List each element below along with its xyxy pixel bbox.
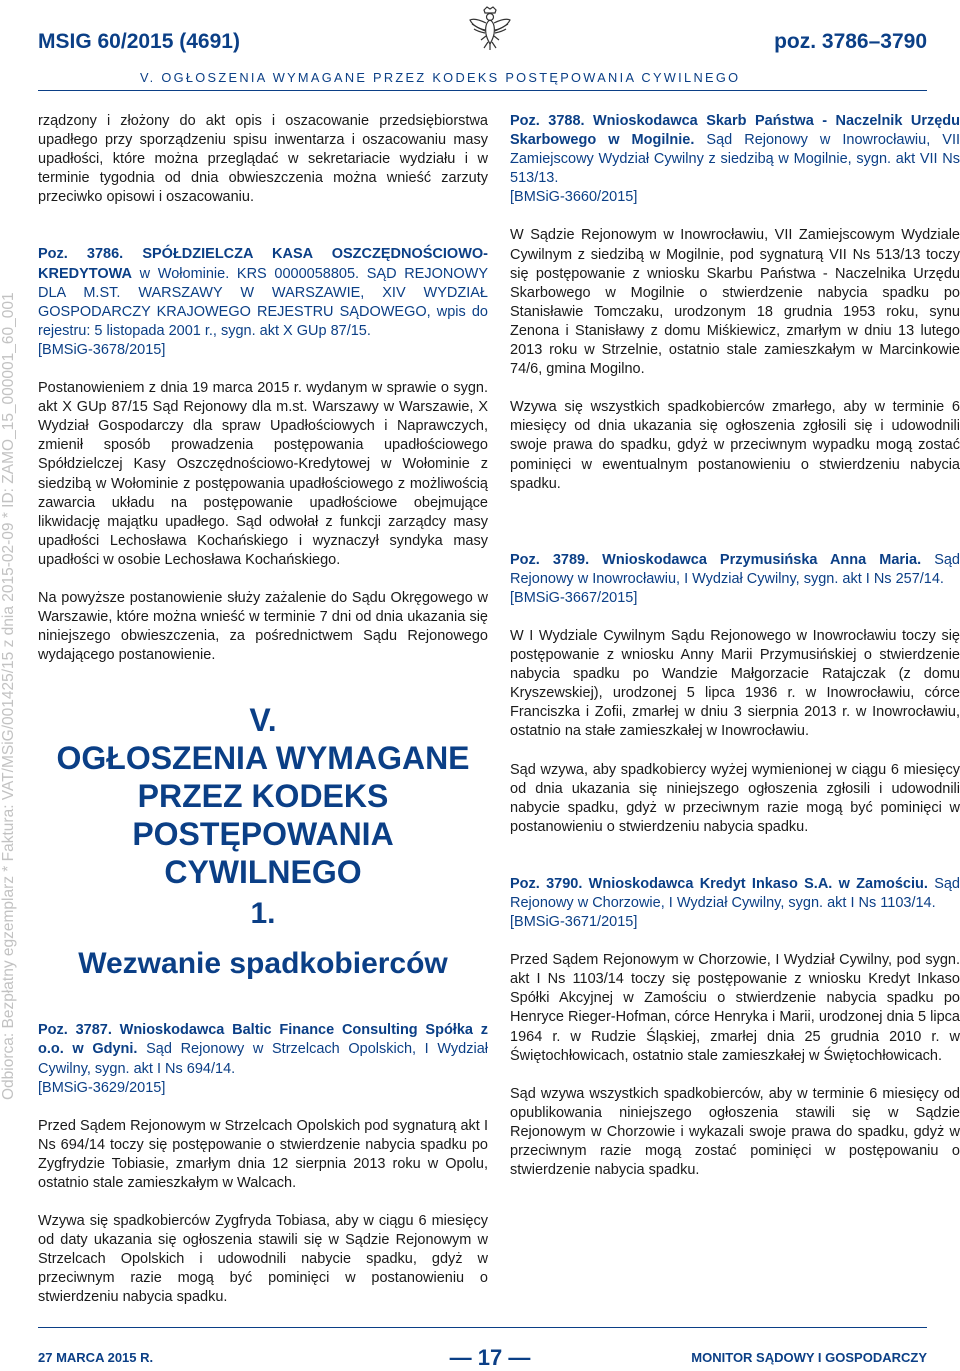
notice-title: Poz. 3788. Wnioskodawca Skarb Państwa - Naczelnik Urzędu Skarbowego w Mogilnie. [510,113,960,149]
notice-title: Poz. 3786. SPÓŁDZIELCZA KASA OSZCZĘDNOŚCIOWO-KREDYTOWA [38,246,488,282]
section-number: 1. [250,897,276,931]
notice-details: Sąd Rejonowy w Strzelcach Opolskich, I Wydział Cywilny, sygn. akt I Ns 694/14. [38,1041,488,1077]
notice-3787-heading [38,1021,488,1078]
paragraph: Przed Sądem Rejonowym w Strzelcach Opolskich pod sygnaturą akt I Ns 694/14 toczy się postępowanie o stwierdzenie nabycia spadku po Zygfrydzie Tobiasie, zmarłym dnia 12 sierpnia 2013 roku w Opolu, ostatnio stale zamieszkałym w Walcach. [38,1117,488,1191]
right-column [510,112,960,1199]
paragraph: Sąd wzywa, aby spadkobiercy wyżej wymienionej w ciągu 6 miesięcy od dnia ukazania się niniejszego ogłoszenia zgłosili i udowodnili nabycie spadku, gdyż w przeciwnym razie mogą być pominięci w postanowieniu o stwierdzeniu nabycia spadku. [510,761,960,835]
notice-details: Sąd Rejonowy w Inowrocławiu, I Wydział Cywilny, sygn. akt I Ns 257/14. [510,551,960,587]
notice-details: w Wołominie. KRS 0000058805. SĄD REJONOWY DLA M.ST. WARSZAWY W WARSZAWIE, XIV WYDZIAŁ GOSPODARCZY KRAJOWEGO REJESTRU SĄDOWEGO, wpis do rejestru: 5 listopada 2001 r., sygn. akt X GUp 87/15. [38,265,488,339]
left-column [38,112,488,1327]
footer-date: 27 MARCA 2015 R. [38,1350,154,1365]
positions-range: poz. 3786–3790 [774,30,927,53]
paragraph: rządzony i złożony do akt opis i oszacowanie przedsiębiorstwa upadłego przy sporządzeniu spisu inwentarza i oszacowaniu masy upadłości, które można przeglądać w sekretariacie wydziału i w terminie tygodnia od dnia obwieszczenia można wnieść zarzuty przeciwko opisowi i oszacowaniu. [38,113,488,206]
paragraph: Wzywa się wszystkich spadkobierców zmarłego, aby w terminie 6 miesięcy od dnia ukazania się ogłoszenia zgłosili się i udowodnili swoje prawa do spadku, gdyż w przeciwnym wypadku mogą zostać pominięci w ewentualnym postanowieniu o stwierdzeniu nabycia spadku. [510,399,960,492]
section-title: OGŁOSZENIA WYMAGANE PRZEZ KODEKS POSTĘPOWANIA CYWILNEGO [56,740,470,891]
notice-3788-heading [510,112,960,188]
notice-reference: [BMSiG-3678/2015] [38,341,166,358]
footer-rule [38,1327,927,1328]
notice-details: Sąd Rejonowy w Inowrocławiu, VII Zamiejscowy Wydział Cywilny z siedzibą w Mogilnie, sygn. akt VII Ns 513/13. [510,132,960,187]
notice-reference: [BMSiG-3660/2015] [510,189,638,206]
issue-number: MSIG 60/2015 (4691) [38,30,240,53]
section-heading [38,701,488,983]
notice-title: Poz. 3790. Wnioskodawca Kredyt Inkaso S.A. w Zamościu. [510,875,928,892]
paragraph: Na powyższe postanowienie służy zażalenie do Sądu Okręgowego w Warszawie, które można wnieść w terminie 7 dni od dnia ukazania się niniejszego obwieszczenia, za pośrednictwem Sądu Rejonowego wydającego postanowienie. [38,589,488,664]
notice-3786-heading [38,245,488,340]
side-watermark: Odbiorca: Bezpłatny egzemplarz * Faktura: VAT/MSiG/001425/15 z dnia 2015-02-09 * ID: ZAMO_15_000001_60_001 [0,292,17,1100]
section-header-line: V. OGŁOSZENIA WYMAGANE PRZEZ KODEKS POSTĘPOWANIA CYWILNEGO [140,70,741,85]
paragraph: Wzywa się spadkobierców Zygfryda Tobiasa, aby w ciągu 6 miesięcy od daty ukazania się ogłoszenia stawili się w Sądzie Rejonowym w Strzelcach Opolskich i udowodnili nabycie spadku, gdyż w przeciwnym razie mogą być pominięci w postanowieniu o stwierdzeniu nabycia spadku. [38,1213,488,1306]
paragraph: W Sądzie Rejonowym w Inowrocławiu, VII Zamiejscowym Wydziale Cywilnym z siedzibą w Mogilnie, pod sygnaturą VII Ns 513/13 toczy się postępowanie z wniosku Skarbu Państwa - Naczelnika Urzędu Skarbowego w Mogilnie o stwierdzenie nabycia spadku po Stanisławie Tomczaku, urodzonym 18 grudnia 1953 roku, synu Zenona i Stanisławy z domu Miśkiewicz, zmarłym w dniu 13 lutego 2013 roku w Strzelnie, ostatnio stale zamieszkałym w Marcinkowie 74/6, gmina Mogilno. [510,227,960,378]
paragraph: Przed Sądem Rejonowym w Chorzowie, I Wydział Cywilny, pod sygn. akt I Ns 1103/14 toczy się postępowanie z wniosku Kredyt Inkaso Spółki Akcyjnej w Zamościu o stwierdzenie nabycia spadku po Henryce Rieger-Hofman, córce Henryka i Marii, urodzonej dnia 5 lipca 1964 r. w Rudzie Śląskiej, zmarłej dnia 25 grudnia 2010 r. w Świętochłowicach, ostatnio stale zamieszkałej w Świętochłowicach. [510,952,960,1064]
notice-reference: [BMSiG-3671/2015] [510,914,638,931]
notice-details: Sąd Rejonowy w Chorzowie, I Wydział Cywilny, sygn. akt I Ns 1103/14. [510,875,960,911]
section-roman: V. [249,702,277,739]
publication-name: MONITOR SĄDOWY I GOSPODARCZY [691,1350,927,1365]
paragraph: Postanowieniem z dnia 19 marca 2015 r. wydanym w sprawie o sygn. akt X GUp 87/15 Sąd Rejonowy dla m.st. Warszawy w Warszawie, X Wydział Gospodarczy dla spraw Upadłościowych i Naprawczych, zmienił sposób prowadzenia postępowania upadłościowego Spółdzielczej Kasy Oszczędnościowo-Kredytowej w Wołominie z siedzibą w Wołominie z postępowania upadłościowego z możliwością zawarcia układu na postępowanie upadłościowe obejmujące likwidację majątku upadłego. Sąd odwołał z funkcji zarządcy masy upadłości Lechosława Kochańskiego i wyznaczył syndyka masy upadłości w osobie Lechosława Kochańskiego. [38,380,488,568]
paragraph: W I Wydziale Cywilnym Sądu Rejonowego w Inowrocławiu toczy się postępowanie z wniosku Anny Marii Przymusińskiej o stwierdzenie nabycia spadku po Wandzie Małgorzacie Ratajczak (z domu Kryszewskiej), urodzonej 5 lipca 1936 r. w Inowrocławiu, córce Franciszka i Zofii, zmarłej w dniu 3 sierpnia 2013 r. w Inowrocławiu, ostatnio na stałe zamieszkałej w Inowrocławiu. [510,627,960,740]
eagle-emblem-icon [468,4,512,52]
page-number: — 17 — [449,1345,531,1370]
notice-title: Poz. 3789. Wnioskodawca Przymusińska Anna Maria. [510,551,922,568]
notice-reference: [BMSiG-3629/2015] [38,1079,166,1096]
notice-3789-heading [510,551,960,589]
header-rule [38,90,927,91]
section-subtitle: Wezwanie spadkobierców [78,947,448,981]
notice-title: Poz. 3787. Wnioskodawca Baltic Finance Consulting Spółka z o.o. w Gdyni. [38,1022,488,1058]
notice-reference: [BMSiG-3667/2015] [510,589,638,606]
paragraph: Sąd wzywa wszystkich spadkobierców, aby w terminie 6 miesięcy od opublikowania niniejszego ogłoszenia stawili się w Sądzie Rejonowym w Chorzowie i wykazali swoje prawa do spadku, gdyż w przeciwnym razie mogą zostać pominięci w postępowaniu o stwierdzenie nabycia spadku. [510,1085,960,1179]
notice-3790-heading [510,875,960,913]
